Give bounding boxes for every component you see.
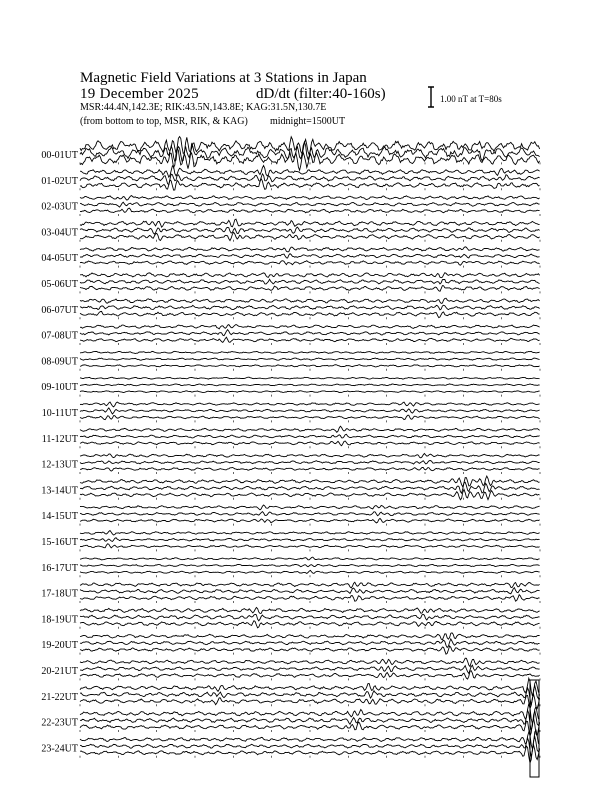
hour-label: 08-09UT bbox=[41, 356, 78, 368]
hour-row bbox=[41, 454, 540, 475]
station-trace-kag bbox=[80, 166, 540, 178]
station-trace-kag bbox=[80, 377, 540, 379]
station-trace-kag bbox=[80, 582, 540, 588]
minute-ticks bbox=[80, 653, 540, 655]
hour-row bbox=[41, 608, 540, 629]
minute-ticks bbox=[80, 395, 540, 397]
station-trace-kag bbox=[80, 658, 540, 666]
station-trace-msr bbox=[80, 694, 540, 708]
hour-label: 16-17UT bbox=[41, 562, 78, 574]
station-trace-kag bbox=[80, 325, 540, 329]
minute-ticks bbox=[80, 627, 540, 629]
hour-label: 20-21UT bbox=[41, 666, 78, 677]
station-trace-msr bbox=[80, 570, 540, 573]
hour-row bbox=[41, 704, 540, 737]
station-trace-kag bbox=[80, 426, 540, 432]
station-trace-rik bbox=[80, 564, 540, 566]
hour-row bbox=[41, 678, 540, 708]
chart-date: 19 December 2025 bbox=[80, 86, 199, 102]
scale-bar-label: 1.00 nT at T=80s bbox=[440, 94, 502, 104]
hour-label: 18-19UT bbox=[41, 614, 78, 626]
hour-label: 12-13UT bbox=[41, 459, 78, 471]
hour-rows bbox=[41, 137, 540, 763]
station-trace-msr bbox=[80, 518, 540, 523]
station-trace-msr bbox=[80, 441, 540, 446]
hour-row bbox=[41, 476, 540, 500]
hour-label: 07-08UT bbox=[41, 330, 78, 342]
station-trace-msr bbox=[80, 544, 540, 548]
hour-row bbox=[41, 557, 540, 577]
station-trace-msr bbox=[80, 671, 540, 679]
station-trace-msr bbox=[80, 232, 540, 240]
hour-row bbox=[41, 247, 540, 268]
station-trace-rik bbox=[80, 614, 540, 620]
station-trace-msr bbox=[80, 621, 540, 628]
hour-row bbox=[41, 377, 540, 396]
station-trace-msr bbox=[80, 468, 540, 472]
hour-label: 13-14UT bbox=[41, 485, 78, 497]
hour-label: 09-10UT bbox=[41, 382, 78, 394]
hour-row bbox=[42, 402, 540, 422]
hour-label: 19-20UT bbox=[41, 640, 78, 652]
hour-row bbox=[41, 137, 540, 171]
station-trace-rik bbox=[80, 665, 540, 673]
station-trace-rik bbox=[80, 279, 540, 284]
station-trace-kag bbox=[80, 557, 540, 560]
station-trace-kag bbox=[80, 704, 540, 724]
minute-ticks bbox=[80, 343, 540, 345]
minute-ticks bbox=[80, 446, 540, 448]
station-trace-msr bbox=[80, 311, 540, 317]
station-trace-rik bbox=[80, 639, 540, 648]
station-trace-rik bbox=[80, 538, 540, 542]
minute-ticks bbox=[80, 266, 540, 268]
minute-ticks bbox=[80, 549, 540, 551]
hour-row bbox=[41, 219, 540, 242]
minute-ticks bbox=[80, 317, 540, 319]
hour-label: 23-24UT bbox=[41, 743, 78, 755]
scale-bar bbox=[428, 87, 434, 107]
station-trace-msr bbox=[80, 286, 540, 292]
minute-ticks bbox=[80, 162, 540, 164]
hour-row bbox=[41, 531, 540, 552]
station-coordinates: MSR:44.4N,142.3E; RIK:43.5N,143.8E; KAG:31.5N,130.7E bbox=[80, 102, 327, 113]
station-trace-rik bbox=[80, 254, 540, 258]
hour-label: 11-12UT bbox=[41, 433, 78, 445]
station-trace-kag bbox=[80, 402, 540, 407]
station-trace-msr bbox=[80, 261, 540, 266]
midnight-note: midnight=1500UT bbox=[270, 116, 346, 127]
station-trace-rik bbox=[80, 305, 540, 310]
station-trace-rik bbox=[80, 408, 540, 414]
minute-ticks bbox=[80, 678, 540, 680]
minute-ticks bbox=[80, 704, 540, 706]
station-trace-kag bbox=[80, 219, 540, 227]
station-trace-msr bbox=[80, 415, 540, 419]
station-trace-kag bbox=[80, 298, 540, 303]
station-trace-rik bbox=[80, 461, 540, 465]
minute-ticks bbox=[80, 730, 540, 732]
hour-row bbox=[41, 351, 540, 371]
minute-ticks bbox=[80, 575, 540, 577]
hour-label: 03-04UT bbox=[41, 227, 78, 239]
hour-row bbox=[41, 633, 540, 655]
station-trace-rik bbox=[80, 588, 540, 594]
hour-label: 14-15UT bbox=[41, 511, 78, 523]
station-trace-kag bbox=[80, 476, 540, 487]
station-trace-rik bbox=[80, 227, 540, 234]
minute-ticks bbox=[80, 369, 540, 371]
station-trace-rik bbox=[80, 358, 540, 360]
station-trace-kag bbox=[80, 273, 540, 278]
minute-ticks bbox=[80, 420, 540, 422]
hour-row bbox=[41, 166, 540, 191]
station-trace-kag bbox=[80, 505, 540, 510]
station-trace-rik bbox=[80, 737, 540, 757]
minute-ticks bbox=[80, 601, 540, 603]
station-trace-msr bbox=[80, 718, 540, 736]
station-trace-rik bbox=[80, 512, 540, 516]
hour-row bbox=[41, 730, 540, 763]
hour-label: 00-01UT bbox=[41, 150, 78, 161]
hour-label: 04-05UT bbox=[41, 253, 78, 265]
chart-subtitle: dD/dt (filter:40-160s) bbox=[256, 86, 386, 102]
hour-label: 02-03UT bbox=[41, 201, 78, 213]
minute-ticks bbox=[80, 756, 540, 758]
minute-ticks bbox=[80, 472, 540, 474]
hour-label: 17-18UT bbox=[41, 588, 78, 600]
station-trace-msr bbox=[80, 208, 540, 213]
minute-ticks bbox=[80, 498, 540, 500]
minute-ticks bbox=[80, 240, 540, 242]
station-trace-kag bbox=[80, 531, 540, 536]
station-trace-kag bbox=[80, 633, 540, 640]
hour-row bbox=[41, 582, 540, 603]
station-trace-rik bbox=[80, 330, 540, 336]
minute-ticks bbox=[80, 214, 540, 216]
hour-row bbox=[41, 196, 540, 216]
station-trace-rik bbox=[80, 202, 540, 207]
minute-ticks bbox=[80, 291, 540, 293]
chart-title: Magnetic Field Variations at 3 Stations in Japan bbox=[80, 70, 367, 86]
hour-label: 05-06UT bbox=[41, 279, 78, 290]
station-trace-kag bbox=[80, 196, 540, 201]
station-trace-msr bbox=[80, 595, 540, 602]
station-order-note: (from bottom to top, MSR, RIK, & KAG) bbox=[80, 116, 248, 127]
scale-bar-line bbox=[428, 87, 434, 107]
hour-row bbox=[41, 325, 540, 346]
station-trace-kag bbox=[80, 247, 540, 252]
station-trace-rik bbox=[80, 686, 540, 705]
station-trace-kag bbox=[80, 351, 540, 353]
hour-row bbox=[41, 298, 540, 319]
station-trace-kag bbox=[80, 608, 540, 614]
hour-row bbox=[41, 273, 540, 294]
minute-ticks bbox=[80, 524, 540, 526]
station-trace-msr bbox=[80, 391, 540, 393]
station-trace-msr bbox=[80, 745, 540, 763]
station-trace-rik bbox=[80, 384, 540, 386]
hour-row bbox=[41, 658, 540, 680]
hour-label: 22-23UT bbox=[41, 717, 78, 729]
station-trace-rik bbox=[80, 174, 540, 185]
station-trace-rik bbox=[80, 434, 540, 438]
hour-label: 01-02UT bbox=[41, 175, 78, 187]
hour-row bbox=[41, 505, 540, 526]
hour-label: 10-11UT bbox=[41, 408, 78, 419]
station-trace-kag bbox=[80, 678, 540, 696]
hour-row bbox=[42, 426, 540, 448]
hour-label: 21-22UT bbox=[41, 691, 78, 703]
minute-ticks bbox=[80, 188, 540, 190]
station-trace-msr bbox=[80, 365, 540, 367]
hour-label: 15-16UT bbox=[41, 537, 78, 548]
hour-label: 06-07UT bbox=[41, 304, 78, 316]
station-trace-msr bbox=[80, 337, 540, 342]
station-trace-kag bbox=[80, 454, 540, 458]
